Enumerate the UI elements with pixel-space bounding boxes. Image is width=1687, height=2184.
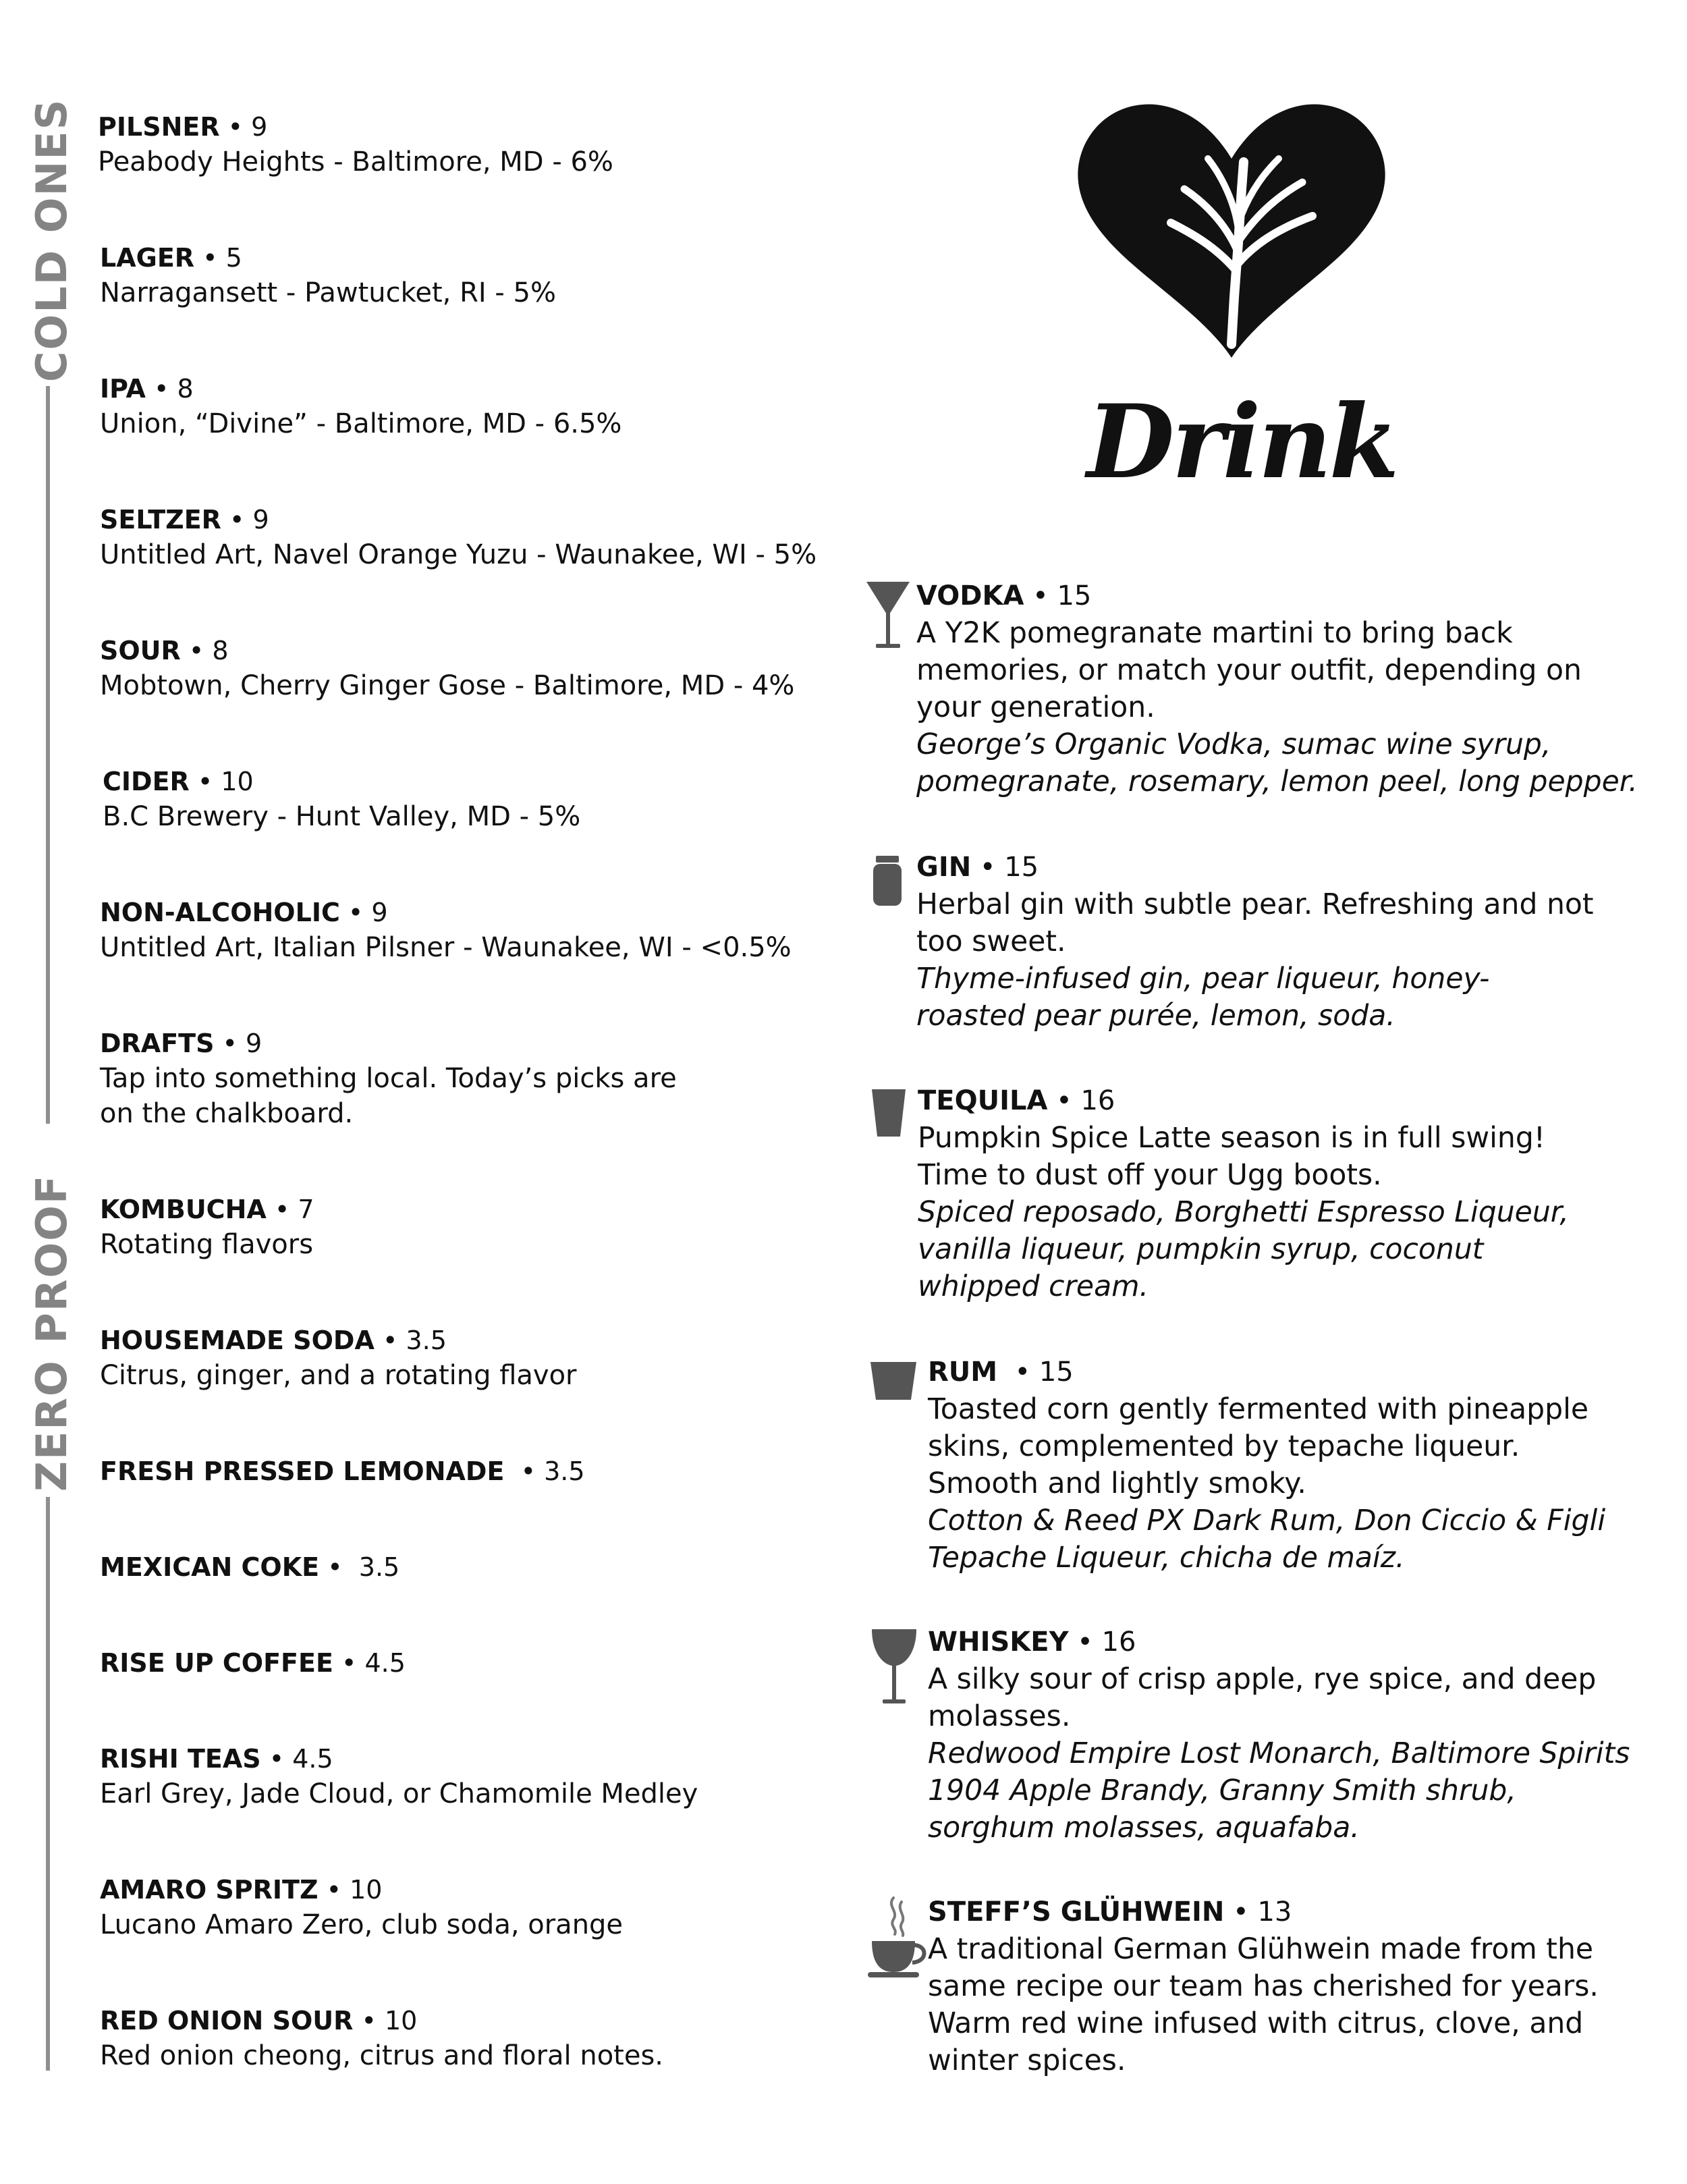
item-description: Mobtown, Cherry Ginger Gose - Baltimore, MD - 4% [100,670,795,701]
cocktail-description-line: memories, or match your outfit, depending on [916,654,1582,687]
item-name: KOMBUCHA [100,1195,267,1224]
cocktail-name: GIN [916,852,972,883]
item-price: 4.5 [292,1744,333,1774]
item-description: Lucano Amaro Zero, club soda, orange [100,1909,624,1940]
cocktail-spec-line: Cotton & Reed PX Dark Rum, Don Ciccio & Figli [928,1504,1606,1537]
cocktail-vodka: VODKA • 15 A Y2K pomegranate martini to bring back memories, or match your outfit, depending on your generation. George’s Organic Vodka, sumac wine syrup, pomegranate, rosemary, lemon peel, long pepper. [916,578,1638,800]
item-price: 10 [350,1875,383,1905]
menu-item-rise-up-coffee: RISE UP COFFEE • 4.5 [100,1648,406,1678]
item-name: HOUSEMADE SODA [100,1326,375,1355]
item-name: RISE UP COFFEE [100,1648,333,1678]
cocktail-spec-line: Tepache Liqueur, chicha de maíz. [928,1541,1405,1575]
menu-item-housemade-soda: HOUSEMADE SODA • 3.5 Citrus, ginger, and a rotating flavor [100,1323,577,1393]
item-price: 9 [251,112,268,142]
item-description: Red onion cheong, citrus and floral notes. [100,2040,664,2071]
item-description: Union, “Divine” - Baltimore, MD - 6.5% [100,408,622,439]
cocktail-price: 16 [1080,1085,1115,1116]
cocktail-spec-line: sorghum molasses, aquafaba. [928,1811,1360,1845]
cocktail-spec-line: roasted pear purée, lemon, soda. [916,1000,1395,1033]
menu-item-amaro-spritz: AMARO SPRITZ • 10 Lucano Amaro Zero, club soda, orange [100,1872,623,1942]
item-description-line: Tap into something local. Today’s picks are [100,1063,677,1094]
item-name: SOUR [100,636,181,665]
cocktail-description-line: Smooth and lightly smoky. [928,1467,1306,1500]
menu-item-non-alcoholic: NON-ALCOHOLIC • 9 Untitled Art, Italian Pilsner - Waunakee, WI - <0.5% [100,895,792,965]
item-description: Untitled Art, Navel Orange Yuzu - Waunakee, WI - 5% [100,539,817,570]
cocktail-price: 15 [1039,1357,1074,1388]
menu-item-red-onion-sour: RED ONION SOUR • 10 Red onion cheong, citrus and floral notes. [100,2003,663,2073]
item-description: Peabody Heights - Baltimore, MD - 6% [98,146,613,178]
item-price: 7 [298,1195,314,1224]
item-name: PILSNER [98,112,220,142]
cocktail-description-line: molasses. [928,1700,1071,1733]
item-name: AMARO SPRITZ [100,1875,319,1905]
item-price: 9 [371,898,388,927]
menu-item-drafts: DRAFTS • 9 Tap into something local. Today’s picks are on the chalkboard. [100,1026,677,1131]
item-price: 10 [384,2006,418,2036]
cocktail-rum: RUM • 15 Toasted corn gently fermented with pineapple skins, complemented by tepache liqueur. Smooth and lightly smoky. Cotton & Reed PX Dark Rum, Don Ciccio & Figli Tepache Liqueur, chicha de maíz. [928,1354,1605,1577]
item-name: NON-ALCOHOLIC [100,898,340,927]
wine-glass-icon [870,1629,918,1708]
cocktail-spec-line: Thyme-infused gin, pear liqueur, honey- [916,962,1490,995]
cocktail-description-line: A traditional German Glühwein made from the [928,1933,1594,1966]
item-price: 8 [212,636,229,665]
cocktail-description-line: skins, complemented by tepache liqueur. [928,1430,1520,1463]
rocks-glass-icon [870,1362,916,1400]
item-name: IPA [100,374,146,404]
cold-ones-rule [46,386,50,1124]
menu-item-lager: LAGER • 5 Narragansett - Pawtucket, RI - 5% [100,240,556,310]
cocktail-spec-line: Spiced reposado, Borghetti Espresso Liqueur, [918,1196,1569,1229]
item-price: 3.5 [358,1552,400,1582]
cocktail-description-line: A Y2K pomegranate martini to bring back [916,617,1513,650]
cocktail-spec-line: whipped cream. [918,1270,1149,1303]
heart-leaf-logo [1070,94,1393,367]
item-description: Earl Grey, Jade Cloud, or Chamomile Medley [100,1778,698,1809]
item-name: MEXICAN COKE [100,1552,320,1582]
cocktail-price: 15 [1057,580,1092,611]
item-price: 9 [252,505,269,535]
cocktail-gluhwein: STEFF’S GLÜHWEIN • 13 A traditional German Glühwein made from the same recipe our team has cherished for years. Warm red wine infused with citrus, clove, and winter spices. [928,1894,1599,2079]
item-price: 8 [177,374,194,404]
cocktail-description-line: Warm red wine infused with citrus, clove, and [928,2007,1584,2040]
item-description: Narragansett - Pawtucket, RI - 5% [100,277,557,308]
martini-glass-icon [864,579,912,653]
item-name: DRAFTS [100,1029,215,1058]
cocktail-tequila: TEQUILA • 16 Pumpkin Spice Latte season is in full swing! Time to dust off your Ugg boots. Spiced reposado, Borghetti Espresso Liqueur, vanilla liqueur, pumpkin syrup, coconut whipped cream. [918,1083,1569,1305]
cocktail-price: 16 [1101,1627,1136,1658]
item-price: 3.5 [406,1326,447,1355]
cocktail-price: 15 [1004,852,1039,883]
item-price: 3.5 [544,1456,585,1486]
menu-item-pilsner: PILSNER • 9 Peabody Heights - Baltimore, MD - 6% [98,109,613,180]
section-label-zero-proof: ZERO PROOF [27,1174,76,1492]
cocktail-spec-line: George’s Organic Vodka, sumac wine syrup, [916,728,1551,761]
jar-icon [872,856,903,907]
cocktail-spec-line: vanilla liqueur, pumpkin syrup, coconut [918,1233,1484,1266]
cocktail-description-line: winter spices. [928,2044,1126,2077]
cocktail-description-line: A silky sour of crisp apple, rye spice, and deep [928,1663,1597,1696]
cocktail-name: WHISKEY [928,1627,1069,1658]
pint-glass-icon [872,1089,906,1137]
cocktail-description-line: Time to dust off your Ugg boots. [918,1159,1382,1192]
item-name: LAGER [100,243,195,273]
cocktail-description-line: Toasted corn gently fermented with pineapple [928,1393,1589,1426]
menu-item-mexican-coke: MEXICAN COKE • 3.5 [100,1552,400,1582]
cocktail-description-line: same recipe our team has cherished for years. [928,1970,1599,2003]
menu-item-sour: SOUR • 8 Mobtown, Cherry Ginger Gose - Baltimore, MD - 4% [100,633,794,703]
cocktail-name: STEFF’S GLÜHWEIN [928,1896,1225,1928]
item-name: SELTZER [100,505,221,535]
cocktail-name: TEQUILA [918,1085,1048,1116]
cocktail-description-line: Pumpkin Spice Latte season is in full swing! [918,1122,1545,1155]
item-name: RISHI TEAS [100,1744,261,1774]
menu-item-ipa: IPA • 8 Union, “Divine” - Baltimore, MD - 6.5% [100,371,621,441]
cocktail-description-line: too sweet. [916,925,1066,958]
item-price: 9 [246,1029,262,1058]
menu-item-cider: CIDER • 10 B.C Brewery - Hunt Valley, MD - 5% [103,764,580,834]
zero-proof-rule [46,1497,50,2071]
cocktail-spec-line: pomegranate, rosemary, lemon peel, long pepper. [916,765,1638,798]
item-name: CIDER [103,767,190,796]
cocktail-spec-line: Redwood Empire Lost Monarch, Baltimore Spirits [928,1737,1630,1770]
cocktail-spec-line: 1904 Apple Brandy, Granny Smith shrub, [928,1774,1516,1807]
page-title: Drink [1086,383,1397,501]
section-label-cold-ones: COLD ONES [27,98,76,382]
item-description: Untitled Art, Italian Pilsner - Waunakee, WI - <0.5% [100,932,792,963]
cocktail-name: RUM [928,1357,998,1388]
menu-item-seltzer: SELTZER • 9 Untitled Art, Navel Orange Yuzu - Waunakee, WI - 5% [100,502,817,572]
steaming-mug-icon [866,1895,929,1980]
item-description: B.C Brewery - Hunt Valley, MD - 5% [103,801,581,832]
cocktail-gin: GIN • 15 Herbal gin with subtle pear. Refreshing and not too sweet. Thyme-infused gin, pear liqueur, honey- roasted pear purée, lemon, soda. [916,849,1594,1035]
cocktail-price: 13 [1257,1896,1292,1928]
cocktail-description-line: Herbal gin with subtle pear. Refreshing and not [916,888,1594,921]
cocktail-name: VODKA [916,580,1024,611]
item-price: 4.5 [364,1648,406,1678]
menu-item-kombucha: KOMBUCHA • 7 Rotating flavors [100,1192,314,1262]
item-description: Citrus, ginger, and a rotating flavor [100,1360,577,1391]
cocktail-description-line: your generation. [916,691,1155,724]
item-name: FRESH PRESSED LEMONADE [100,1456,505,1486]
menu-item-rishi-teas: RISHI TEAS • 4.5 Earl Grey, Jade Cloud, or Chamomile Medley [100,1741,698,1811]
cocktail-whiskey: WHISKEY • 16 A silky sour of crisp apple, rye spice, and deep molasses. Redwood Empire Lost Monarch, Baltimore Spirits 1904 Apple Brandy, Granny Smith shrub, sorghum molasses, aquafaba. [928,1624,1630,1847]
item-price: 5 [225,243,242,273]
menu-item-fresh-pressed-lemonade: FRESH PRESSED LEMONADE • 3.5 [100,1456,585,1486]
item-price: 10 [221,767,254,796]
item-name: RED ONION SOUR [100,2006,354,2036]
item-description: Rotating flavors [100,1229,314,1260]
item-description-line: on the chalkboard. [100,1098,354,1129]
